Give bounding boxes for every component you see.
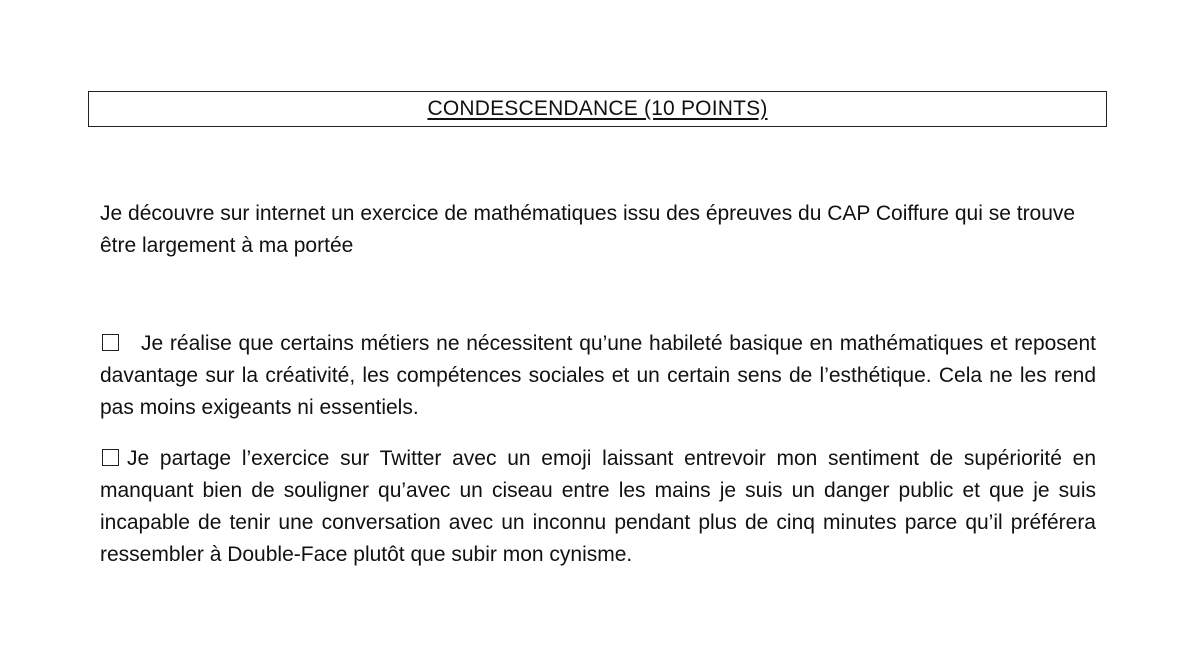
option-2-text: Je partage l’exercice sur Twitter avec un emoji laissant entrevoir mon sentiment de supériorité en manquant bien de souligner qu’avec un ciseau entre les mains je suis un danger public et que je suis incapable de tenir une conversation avec un inconnu pendant plus de cinq minutes parce qu’il préférera ressembler à Double-Face plutôt que subir mon cynisme.: [100, 447, 1096, 566]
intro-text: Je découvre sur internet un exercice de mathématiques issu des épreuves du CAP Coiffure qui se trouve être largement à ma portée: [100, 202, 1076, 257]
checkbox-option-2[interactable]: [102, 449, 119, 466]
page-title: CONDESCENDANCE (10 POINTS): [427, 97, 768, 120]
title-box: [88, 91, 1107, 127]
option-2: [100, 443, 1096, 571]
checkbox-option-1[interactable]: [102, 334, 119, 351]
option-1-text: Je réalise que certains métiers ne nécessitent qu’une habileté basique en mathématiques et reposent davantage sur la créativité, les compétences sociales et un certain sens de l’esthétique. Cela ne les rend pas moins exigeants ni essentiels.: [100, 332, 1096, 419]
option-1: [100, 328, 1096, 424]
